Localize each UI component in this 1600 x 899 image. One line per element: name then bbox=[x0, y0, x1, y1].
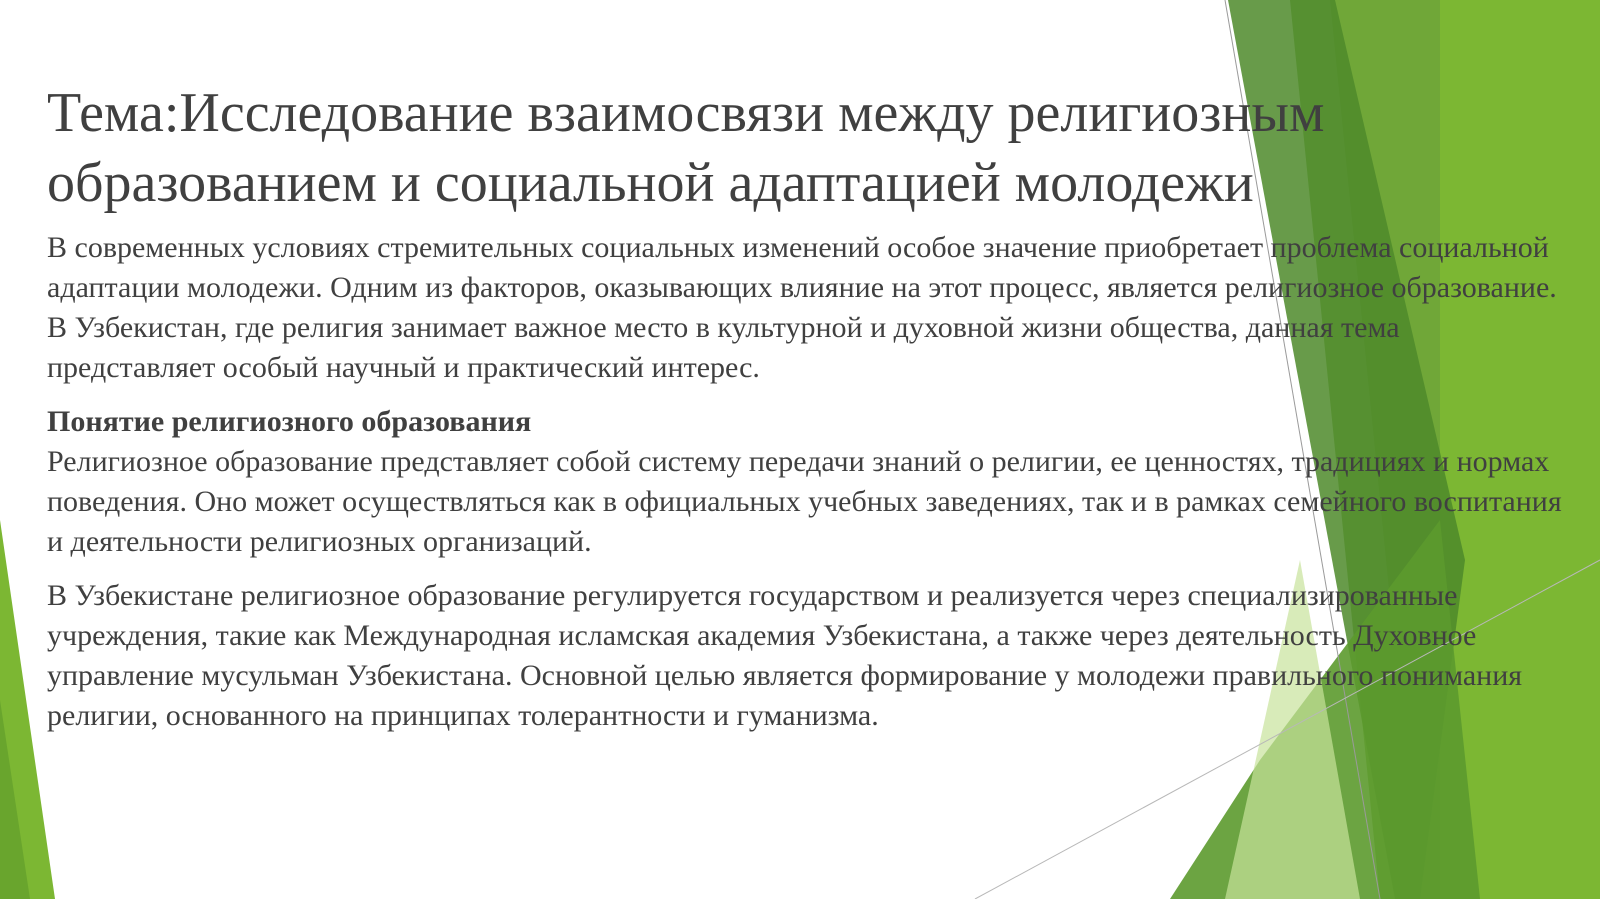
concept-block bbox=[47, 402, 1567, 562]
section-heading: Понятие религиозного образования bbox=[47, 405, 532, 438]
section-paragraph: Религиозное образование представляет собой систему передачи знаний о религии, ее ценностях, традициях и нормах поведения. Оно может осуществляться как в официальных учебных заведениях, так и в рамках семейного воспитания и деятельности религиозных организаций. bbox=[47, 445, 1562, 558]
uzbekistan-paragraph: В Узбекистане религиозное образование регулируется государством и реализуется через специализированные учреждения, такие как Международная исламская академия Узбекистана, а также через деятельность Духовное управление мусульман Узбекистана. Основной целью является формирование у молодежи правильного понимания религии, основанного на принципах толерантности и гуманизма. bbox=[47, 579, 1523, 732]
slide-content bbox=[47, 78, 1567, 750]
intro-paragraph: В современных условиях стремительных социальных изменений особое значение приобретает проблема социальной адаптации молодежи. Одним из факторов, оказывающих влияние на этот процесс, является религиозное образование. В Узбекистан, где религия занимает важное место в культурной и духовной жизни общества, данная тема представляет особый научный и практический интерес. bbox=[47, 231, 1557, 384]
slide-title: Тема:Исследование взаимосвязи между религиозным образованием и социальной адаптацией молодежи bbox=[47, 82, 1325, 214]
